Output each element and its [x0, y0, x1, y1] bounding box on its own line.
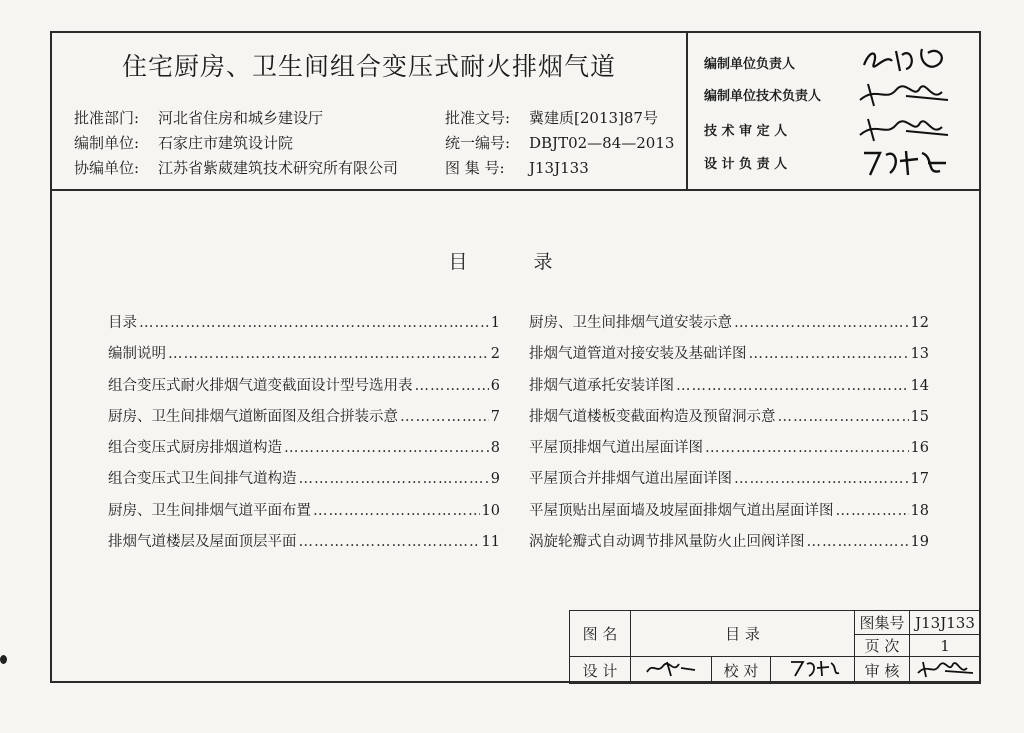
tb-page-label: 页 次	[855, 635, 910, 657]
toc-item-page: 14	[910, 377, 929, 394]
toc-item[interactable]	[108, 311, 500, 342]
tb-name-label: 图 名	[570, 611, 631, 657]
toc-item-page: 11	[481, 534, 500, 551]
toc-item[interactable]	[108, 436, 500, 467]
toc-item-page: 6	[490, 377, 500, 394]
compile-unit-label: 编制单位:	[74, 134, 140, 152]
header-block	[52, 33, 979, 191]
toc-item-title: 排烟气道承托安装详图	[529, 377, 674, 394]
toc-leader	[139, 315, 489, 331]
atlas-no-value: J13J133	[529, 159, 589, 177]
toc-item-title: 厨房、卫生间排烟气道平面布置	[108, 502, 311, 519]
toc-item-page: 19	[910, 534, 929, 551]
toc-item-title: 排烟气道楼板变截面构造及预留洞示意	[529, 408, 776, 425]
toc-item-title: 厨房、卫生间排烟气道断面图及组合拼装示意	[108, 408, 398, 425]
toc-item-page: 9	[490, 471, 500, 488]
toc-leader	[749, 346, 909, 362]
toc-item-title: 厨房、卫生间排烟气道安装示意	[529, 315, 732, 331]
toc-leader	[807, 534, 909, 550]
tb-design-label: 设 计	[570, 657, 631, 684]
toc-leader	[400, 409, 489, 425]
approval-dept-value: 河北省住房和城乡建设厅	[158, 109, 324, 127]
resp-unit-head: 编制单位负责人	[704, 57, 796, 72]
toc-leader	[836, 503, 909, 519]
compile-unit-row	[74, 132, 293, 153]
tb-review-signature	[910, 657, 981, 684]
toc-leader	[676, 378, 909, 394]
toc-item-title: 平屋顶排烟气道出屋面详图	[529, 440, 703, 457]
tb-page-value: 1	[910, 635, 981, 657]
atlas-no-row	[445, 157, 589, 178]
toc-item[interactable]	[529, 530, 929, 561]
co-compile-row	[74, 157, 398, 178]
signature-design-head	[856, 145, 956, 179]
toc-leader	[299, 471, 489, 487]
atlas-no-label: 图 集 号:	[445, 159, 505, 177]
compile-unit-value: 石家庄市建筑设计院	[158, 134, 294, 152]
co-compile-label: 协编单位:	[74, 159, 140, 177]
toc-item-title: 目录	[108, 315, 137, 331]
tb-check-label: 校 对	[712, 657, 771, 684]
toc-item-title: 平屋顶贴出屋面墙及坡屋面排烟气道出屋面详图	[529, 502, 834, 519]
toc-item-page: 7	[490, 408, 500, 425]
toc-item[interactable]	[108, 342, 500, 373]
unified-no-label: 统一编号:	[445, 134, 511, 152]
unified-no-row	[445, 132, 674, 153]
toc-leader	[415, 378, 489, 394]
tb-check-signature	[771, 657, 855, 684]
tb-atlas-value: J13J133	[910, 611, 981, 635]
toc-leader	[734, 315, 909, 331]
document-title: 住宅厨房、卫生间组合变压式耐火排烟气道	[121, 52, 616, 81]
tb-design-signature	[631, 657, 712, 684]
toc-item[interactable]	[529, 467, 929, 498]
approval-doc-value: 冀建质[2013]87号	[529, 109, 658, 127]
toc-item[interactable]	[108, 530, 500, 561]
signature-tech-head	[856, 76, 956, 110]
punch-hole-mark	[0, 655, 7, 664]
toc-item-title: 编制说明	[108, 346, 166, 363]
toc-item-page: 18	[910, 502, 929, 519]
toc-item-page: 15	[910, 408, 929, 425]
toc-item[interactable]	[108, 405, 500, 436]
toc-item-page: 12	[910, 315, 929, 331]
toc-heading: 目 录	[448, 251, 583, 273]
toc-item-page: 13	[910, 346, 929, 363]
unified-no-value: DBJT02—84—2013	[529, 134, 675, 152]
tb-atlas-label: 图集号	[855, 611, 910, 635]
toc-item-title: 组合变压式厨房排烟道构造	[108, 440, 282, 457]
toc-item-page: 10	[481, 502, 500, 519]
toc-leader	[299, 534, 480, 550]
toc-item-page: 8	[490, 440, 500, 457]
toc-item-page: 17	[910, 471, 929, 488]
toc-leader	[168, 346, 489, 362]
toc-item[interactable]	[529, 342, 929, 373]
toc-item-page: 2	[490, 346, 500, 363]
toc-item[interactable]	[529, 499, 929, 530]
toc-left-column	[108, 311, 500, 561]
toc-item-title: 组合变压式耐火排烟气道变截面设计型号选用表	[108, 377, 413, 394]
toc-item[interactable]	[108, 374, 500, 405]
resp-tech-head: 编制单位技术负责人	[704, 89, 822, 104]
toc-leader	[284, 440, 489, 456]
toc-item[interactable]	[529, 436, 929, 467]
toc-item-page: 1	[490, 315, 500, 331]
toc-item[interactable]	[529, 374, 929, 405]
signature-tech-approver	[856, 111, 956, 145]
toc-item-title: 平屋顶合并排烟气道出屋面详图	[529, 471, 732, 488]
toc-item-title: 排烟气道管道对接安装及基础详图	[529, 346, 747, 363]
toc-item[interactable]	[108, 499, 500, 530]
tb-name-value: 目 录	[631, 611, 855, 657]
approval-dept-label: 批准部门:	[74, 109, 140, 127]
toc-item[interactable]	[529, 311, 929, 342]
toc-item[interactable]	[108, 467, 500, 498]
toc-item[interactable]	[529, 405, 929, 436]
toc-leader	[313, 503, 480, 519]
toc-leader	[705, 440, 909, 456]
responsibility-block	[686, 33, 981, 189]
toc-leader	[778, 409, 909, 425]
drawing-sheet	[50, 31, 981, 683]
toc-item-title: 涡旋轮瓣式自动调节排风量防火止回阀详图	[529, 534, 805, 551]
signature-unit-head	[856, 43, 956, 77]
toc-right-column	[529, 311, 929, 561]
tb-review-label: 审 核	[855, 657, 910, 684]
toc-item-title: 组合变压式卫生间排气道构造	[108, 471, 297, 488]
approval-doc-row	[445, 107, 658, 128]
approval-doc-label: 批准文号:	[445, 109, 511, 127]
resp-tech-approver: 技 术 审 定 人	[704, 124, 788, 139]
co-compile-value: 江苏省紫葳建筑技术研究所有限公司	[158, 159, 399, 177]
toc-item-page: 16	[910, 440, 929, 457]
toc-item-title: 排烟气道楼层及屋面顶层平面	[108, 534, 297, 551]
header-info	[52, 33, 686, 189]
resp-design-head: 设 计 负 责 人	[704, 157, 788, 172]
approval-dept-row	[74, 107, 323, 128]
toc-leader	[734, 471, 909, 487]
title-block	[569, 610, 981, 683]
